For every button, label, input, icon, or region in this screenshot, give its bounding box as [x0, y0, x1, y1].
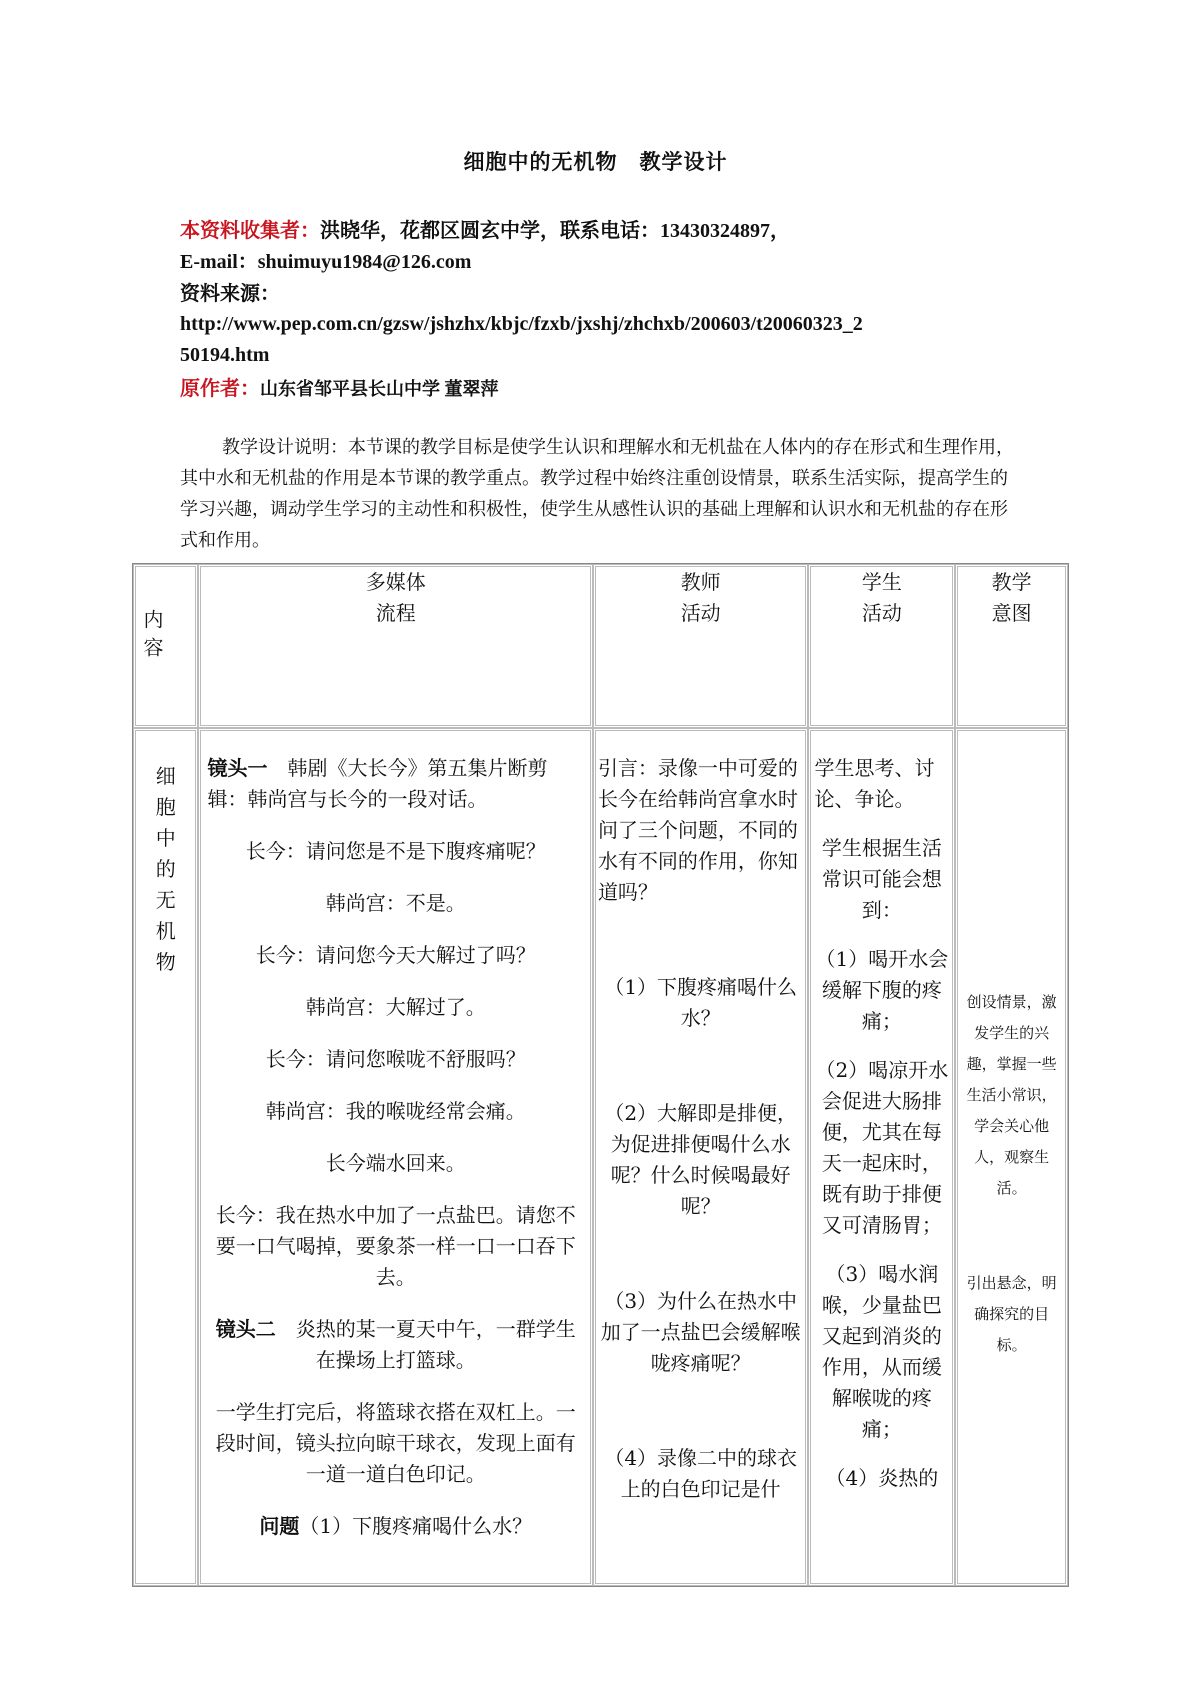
- media-cell: [198, 728, 592, 1586]
- header-media: [198, 564, 592, 728]
- dialogue-line: 韩尚宫：不是。: [325, 891, 466, 915]
- scene-one: [207, 753, 583, 815]
- student-cell: [808, 728, 955, 1586]
- collector-text: 洪晓华，花都区圆玄中学，联系电话：13430324897，: [320, 220, 790, 242]
- intent-text-2: 引出悬念，明确探究的目标。: [966, 1274, 1057, 1354]
- student-activity: （4）炎热的: [825, 1466, 939, 1490]
- table-header-row: [133, 564, 1068, 728]
- question-line: [207, 1511, 583, 1542]
- design-intro: 教学设计说明：本节课的教学目标是使学生认识和理解水和无机盐在人体内的存在形式和生理作用，其中水和无机盐的作用是本节课的教学重点。教学过程中始终注重创设情景，联系生活实际，提高学生的学习兴趣，调动学生学习的主动性和积极性，使学生从感性认识的基础上理解和认识水和无机盐的存在形式和作用。: [180, 437, 1014, 551]
- dialogue-line: 长今：请问您喉咙不舒服吗？: [265, 1047, 526, 1071]
- dialogue-line: 韩尚宫：大解过了。: [305, 995, 486, 1019]
- header-teacher-line1: 教师: [680, 570, 721, 594]
- scene-two-text: 炎热的某一夏天中午，一群学生在操场上打篮球。: [275, 1317, 576, 1372]
- header-media-line2: 流程: [375, 601, 416, 625]
- header-student: [808, 564, 955, 728]
- dialogue-line: 长今端水回来。: [325, 1151, 466, 1175]
- scene-two: [207, 1314, 583, 1376]
- author-text: 山东省邹平县长山中学 董翠萍: [260, 379, 499, 399]
- teacher-question-4: （4）录像二中的球衣上的白色印记是什: [604, 1446, 798, 1501]
- student-activity: 学生思考、讨论、争论。: [814, 756, 935, 811]
- author-line: [180, 374, 1080, 404]
- student-activity: 学生根据生活常识可能会想到：: [821, 836, 942, 922]
- teacher-intro: 引言：录像一中可爱的长今在给韩尚宫拿水时问了三个问题，不同的水有不同的作用，你知道吗？: [597, 756, 798, 904]
- header-intent: [955, 564, 1068, 728]
- header-content: [133, 564, 198, 728]
- table-row: [133, 728, 1068, 1586]
- collector-line: [180, 216, 1080, 246]
- header-intent-line2: 意图: [991, 601, 1032, 625]
- author-label: 原作者：: [180, 378, 260, 400]
- student-activity: （2）喝凉开水会促进大肠排便，尤其在每天一起床时，既有助于排便又可清肠胃；: [815, 1058, 949, 1237]
- source-url-line1: http://www.pep.com.cn/gzsw/jshzhx/kbjc/fzxb/jxshj/zhchxb/200603/t20060323_2: [180, 313, 863, 335]
- dialogue-line: 长今：请问您今天大解过了吗？: [255, 943, 536, 967]
- content-vertical-text: 细胞中的无机物: [155, 764, 176, 974]
- question-text: （1）下腹疼痛喝什么水？: [299, 1514, 533, 1538]
- collector-label: 本资料收集者：: [180, 220, 320, 242]
- teacher-cell: [593, 728, 809, 1586]
- teacher-question-3: （3）为什么在热水中加了一点盐巴会缓解喉咙疼痛呢？: [600, 1289, 801, 1375]
- scene-one-label: 镜头一: [207, 756, 268, 780]
- question-label: 问题: [259, 1514, 300, 1538]
- header-teacher: [593, 564, 809, 728]
- intent-cell: [955, 728, 1068, 1586]
- header-student-line1: 学生: [861, 570, 902, 594]
- intent-text-1: 创设情景，激发学生的兴趣，掌握一些生活小常识，学会关心他人，观察生活。: [966, 993, 1057, 1197]
- dialogue-line: 长今：请问您是不是下腹疼痛呢？: [245, 839, 546, 863]
- scene-two-detail: 一学生打完后，将篮球衣搭在双杠上。一段时间，镜头拉向晾干球衣，发现上面有一道一道白色印记。: [215, 1400, 576, 1486]
- header-intent-line1: 教学: [991, 570, 1032, 594]
- dialogue-line: 长今：我在热水中加了一点盐巴。请您不要一口气喝掉，要象茶一样一口一口吞下去。: [215, 1203, 576, 1289]
- header-teacher-line2: 活动: [680, 601, 721, 625]
- teacher-question-1: （1）下腹疼痛喝什么水？: [604, 975, 798, 1030]
- header-media-line1: 多媒体: [365, 570, 426, 594]
- dialogue-line: 韩尚宫：我的喉咙经常会痛。: [265, 1099, 526, 1123]
- source-label: 资料来源：: [180, 283, 280, 305]
- scene-one-text: 韩剧《大长今》第五集片断剪辑：韩尚宫与长今的一段对话。: [207, 756, 548, 811]
- scene-two-label: 镜头二: [215, 1317, 276, 1341]
- page-title: 细胞中的无机物 教学设计: [463, 149, 728, 174]
- email-line: E-mail：shuimuyu1984@126.com: [180, 251, 472, 273]
- teacher-question-2: （2）大解即是排便，为促进排便喝什么水呢？什么时候喝最好呢？: [604, 1101, 798, 1218]
- student-activity: （3）喝水润喉，少量盐巴又起到消炎的作用，从而缓解喉咙的疼痛；: [821, 1262, 942, 1441]
- lesson-table: [132, 563, 1069, 1587]
- header-content-label: 内容: [140, 609, 164, 665]
- content-cell: [133, 728, 198, 1586]
- header-student-line2: 活动: [861, 601, 902, 625]
- student-activity: （1）喝开水会缓解下腹的疼痛；: [815, 947, 949, 1033]
- source-url-line2: 50194.htm: [180, 344, 270, 366]
